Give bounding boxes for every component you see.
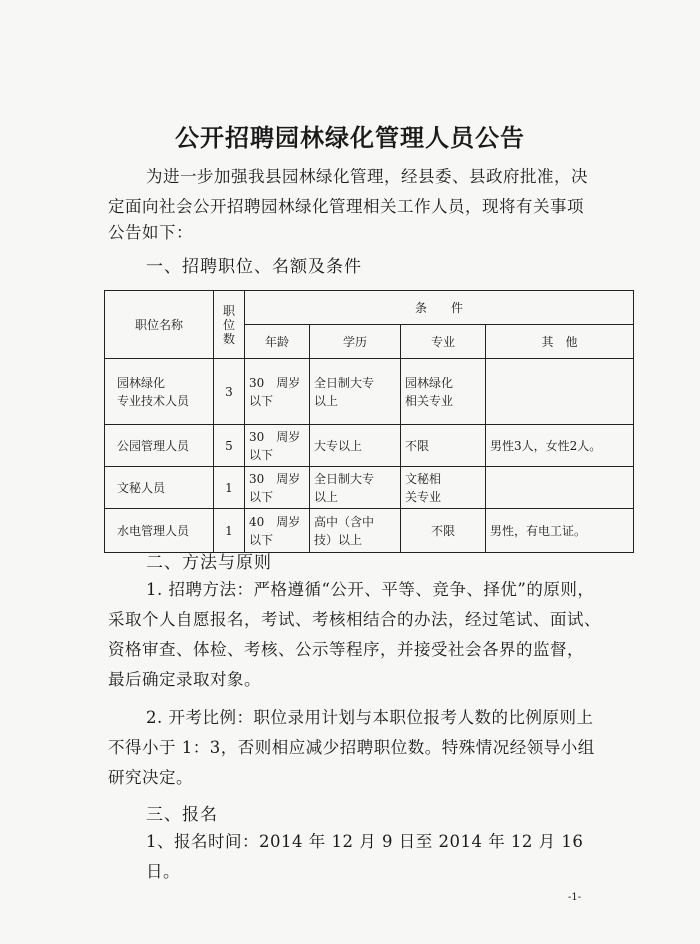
cell-position-name: 公园管理人员 [105,425,214,467]
table-row [105,425,634,467]
intro-line-3: 公告如下： [108,223,193,242]
cell-major: 园林绿化 相关专业 [401,359,486,425]
cell-age: 30 周岁 以下 [245,359,310,425]
table-row [105,509,634,553]
cell-position-name: 园林绿化 专业技术人员 [105,359,214,425]
cell-major: 不限 [401,425,486,467]
cell-education: 全日制大专 以上 [310,467,401,509]
cell-education: 全日制大专 以上 [310,359,401,425]
table-row [105,359,634,425]
cell-other [486,359,634,425]
cell-count: 1 [214,467,245,509]
cell-education: 高中（含中 技）以上 [310,509,401,553]
section-1-heading: 一、招聘职位、名额及条件 [146,257,362,277]
cell-age: 40 周岁 以下 [245,509,310,553]
section-3-heading: 三、报名 [146,805,218,825]
cell-other [486,467,634,509]
method-line-4: 最后确定录取对象。 [108,670,261,689]
cell-major: 文秘相 关专业 [401,467,486,509]
cell-age: 30 周岁 以下 [245,425,310,467]
header-position-name: 职位名称 [105,291,214,359]
section-2-heading: 二、方法与原则 [146,553,272,573]
registration-time: 1、报名时间：2014 年 12 月 9 日至 2014 年 12 月 16 日。 [146,832,584,881]
ratio-line-3: 研究决定。 [108,768,193,787]
cell-other: 男性3人，女性2人。 [486,425,634,467]
document-title: 公开招聘园林绿化管理人员公告 [175,123,525,152]
cell-other: 男性，有电工证。 [486,509,634,553]
header-conditions: 条 件 [245,291,634,325]
page-number: -1- [568,892,582,903]
table-header-row [105,291,634,325]
header-education: 学历 [310,325,401,359]
cell-education: 大专以上 [310,425,401,467]
cell-count: 5 [214,425,245,467]
ratio-line-2: 不得小于 1：3，否则相应减少招聘职位数。特殊情况经领导小组 [108,738,595,757]
method-line-1: 1. 招聘方法：严格遵循“公开、平等、竞争、择优”的原则， [146,580,595,599]
cell-position-name: 水电管理人员 [105,509,214,553]
cell-count: 1 [214,509,245,553]
cell-major: 不限 [401,509,486,553]
table-row [105,467,634,509]
positions-table [104,290,634,553]
intro-line-2: 定面向社会公开招聘园林绿化管理相关工作人员，现将有关事项 [108,197,584,216]
header-other: 其 他 [486,325,634,359]
ratio-line-1: 2. 开考比例：职位录用计划与本职位报考人数的比例原则上 [146,708,594,727]
cell-age: 30 周岁 以下 [245,467,310,509]
method-line-3: 资格审查、体检、考核、公示等程序，并接受社会各界的监督， [108,640,584,659]
cell-count: 3 [214,359,245,425]
header-position-count: 职 位 数 [214,291,245,359]
method-line-2: 采取个人自愿报名，考试、考核相结合的办法，经过笔试、面试、 [108,610,601,629]
intro-line-1: 为进一步加强我县园林绿化管理，经县委、县政府批准，决 [146,167,588,186]
header-major: 专业 [401,325,486,359]
cell-position-name: 文秘人员 [105,467,214,509]
header-age: 年龄 [245,325,310,359]
